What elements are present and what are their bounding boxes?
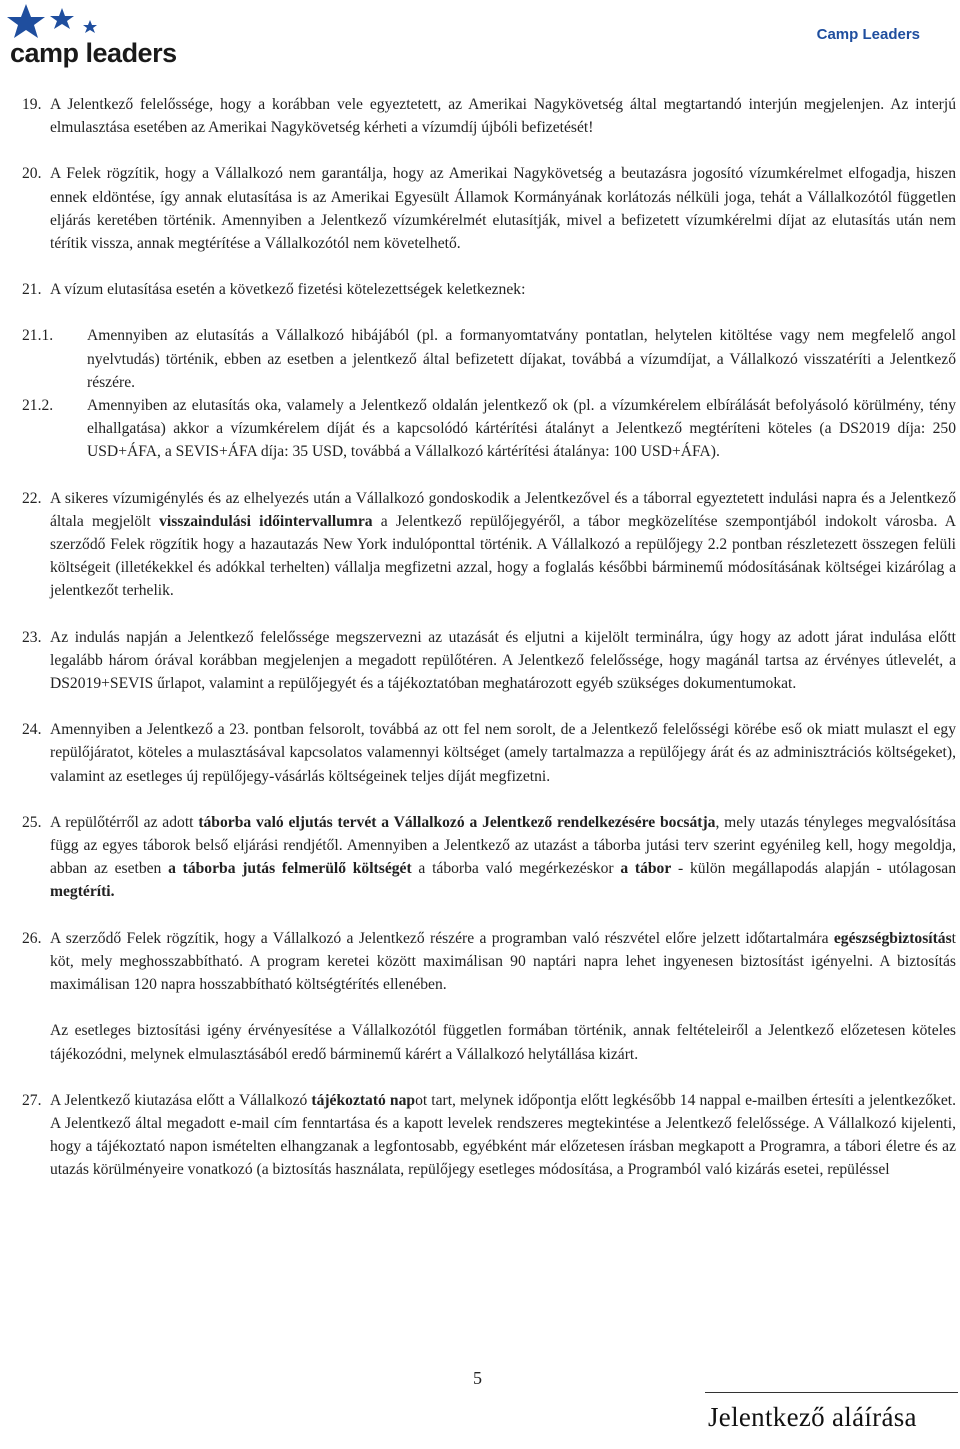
clause-number: 19. bbox=[22, 96, 42, 113]
bold-phrase: egészségbiztosítás bbox=[833, 929, 952, 947]
clause-number: 27. bbox=[22, 1091, 42, 1109]
bold-phrase: visszaindulási időintervallumra bbox=[159, 512, 373, 530]
bold-phrase: tájékoztató nap bbox=[311, 1091, 416, 1109]
clause-number: 20. bbox=[22, 165, 42, 183]
clause-number: 21. bbox=[22, 281, 42, 299]
logo-stars-icon bbox=[4, 2, 154, 42]
clause-21 bbox=[22, 278, 956, 301]
clause-number: 23. bbox=[22, 628, 42, 646]
clause-text: A szerződő Felek rögzítik, hogy a Vállalkozó a Jelentkező részére a programban való részvétel előre jelzett időtartalmára egészségbiztosítást köt, mely meghosszabbítható. A program keretei között maximálisan 90 naptári napra lehet ingyenesen biztosítást igényelni. A biztosítás maximálisan 120 napra hosszabbítható költségtérítés ellenében. bbox=[50, 929, 956, 994]
bold-phrase: táborba való eljutás tervét a Vállalkozó a Jelentkező rendelkezésére bocsátja bbox=[198, 813, 716, 831]
camp-leaders-logo bbox=[4, 2, 177, 68]
clause-23 bbox=[22, 626, 956, 696]
clause-19 bbox=[22, 93, 956, 139]
clause-text: A repülőtérről az adott táborba való eljutás tervét a Vállalkozó a Jelentkező rendelkezésére bocsátja, mely utazás tényleges megvalósítása függ az egyes táborok belső eljárási rendjétől. Amennyiben a Jelentkező az utazást a táborba jutási terv szerint egyénileg kell, hogy megoldja, abban az esetben a táborba jutás felmerülő költségét a táborba való megérkezéskor a tábor - külön megállapodás alapján - utólagosan megtéríti. bbox=[50, 813, 957, 901]
clause-text: A Jelentkező felelőssége, hogy a korábban vele egyeztetett, az Amerikai Nagykövetség által megtartandó interjún megjelenjen. Az interjú elmulasztása esetében az Amerikai Nagykövetség kérheti a vízumdíj újbóli befizetését! bbox=[50, 96, 956, 137]
clause-text: Amennyiben az elutasítás a Vállalkozó hibájából (pl. a formanyomtatvány pontatlan, helytelen kitöltése vagy nem megfelelő angol nyelvtudás) történik, ebben az esetben a jelentkező által befizetett díjakat, továbbá a vízumdíjat, a Vállalkozó visszatéríti a Jelentkező részére. bbox=[87, 327, 956, 391]
clause-text: Amennyiben a Jelentkező a 23. pontban felsorolt, továbbá az ott fel nem sorolt, de a Jelentkező felelősségi körébe eső ok miatt mulaszt el egy repülőjáratot, köteles a mulasztásával kapcsolatos valamennyi költséget (amely tartalmazza a repülőjegy árát és az adminisztrációs költségeket), valamint az esetleges új repülőjegy-vásárlás költségeinek teljes díját megfizetni. bbox=[50, 721, 956, 785]
clause-21-2 bbox=[22, 394, 956, 464]
clause-27 bbox=[22, 1089, 956, 1182]
clause-21-1 bbox=[22, 324, 956, 394]
clause-number: 21.1. bbox=[22, 327, 54, 345]
clause-25 bbox=[22, 811, 956, 904]
clause-text: Az indulás napján a Jelentkező felelőssége megszervezni az utazását és eljutni a kijelölt terminálra, úgy hogy az adott járat indulása előtt legalább három órával korábban megjelenjen a megadott repülőtéren. A Jelentkező felelőssége, hogy magánál tartsa az érvényes útlevelét, a DS2019+SEVIS űrlapot, valamint a repülőjegyét és a tájékoztatóban meghatározott egyéb szükséges dokumentumokat. bbox=[50, 628, 956, 693]
clause-text: A sikeres vízumigénylés és az elhelyezés után a Vállalkozó gondoskodik a Jelentkezővel és a táborral egyeztetett indulási napra és a Jelentkező általa megjelölt visszaindulási időintervallumra a Jelentkező repülőjegyéről, a tábor megközelítése szempontjából indokolt városba. A szerződő Felek rögzítik hogy a hazautazás New York indulóponttal történik. A Vállalkozó a repülőjegy 2.2 pontban részletezett összegen felüli költségeit (illetékekkel és adókkal terhelten) vállalja megfizetni azzal, hogy a foglalás későbbi bárminemű módosításának költségei kizárólag a jelentkezőt terhelik. bbox=[50, 489, 956, 600]
clause-24 bbox=[22, 718, 956, 788]
clause-text: A Felek rögzítik, hogy a Vállalkozó nem garantálja, hogy az Amerikai Nagykövetség a beutazásra jogosító vízumkérelmet elfogadja, hiszen ennek eldöntése, így annak elutasítása is az Amerikai Egyesült Államok Kormányának korlátozás nélküli joga, tehát a Vállalkozótól független eljárás keretében történik. Amennyiben a Jelentkező vízumkérelmét elutasítják, mivel a befizetett vízumkérelmi díjat az elutasítás után nem térítik vissza, annak megtérítése a Vállalkozótól nem követelhető. bbox=[50, 165, 956, 253]
clause-text: A Jelentkező kiutazása előtt a Vállalkozó tájékoztató napot tart, melynek időpontja előtt legkésőbb 14 nappal e-mailben értesíti a jelentkezőket. A Jelentkező által megadott e-mail cím fenntartása és a kapott levelek rendszeres megtekintése a Jelentkező felelőssége. A Vállalkozó kijelenti, hogy a tájékoztató napon ismételten elhangzanak a legfontosabb, egyébként már előzetesen írásban megkapott a Programra, a tábori életre és az utazás körülményeire vonatkozó (a biztosítás használata, repülőjegy esetleges módosítása, a Programból való kizárás esetei, repüléssel bbox=[50, 1091, 956, 1179]
bold-phrase: a tábor bbox=[620, 860, 672, 878]
signature-label: Jelentkező aláírása bbox=[708, 1402, 917, 1432]
clause-number: 26. bbox=[22, 929, 42, 947]
clause-number: 22. bbox=[22, 489, 42, 507]
clause-22 bbox=[22, 487, 956, 603]
clause-26 bbox=[22, 927, 956, 1066]
logo-text: camp leaders bbox=[10, 38, 177, 68]
signature-line bbox=[705, 1392, 958, 1393]
clause-number: 24. bbox=[22, 721, 42, 739]
brand-name: Camp Leaders bbox=[816, 26, 920, 43]
clause-number: 21.2. bbox=[22, 397, 54, 415]
clause-text: Amennyiben az elutasítás oka, valamely a Jelentkező oldalán jelentkező ok (pl. a vízumkérelem elbírálását befolyásoló körülmény, tény elhallgatása) akkor a vízumkérelem díját és a kapcsolódó kártérítési átalányt a Jelentkező megtéríteni köteles (a DS2019 díja: 250 USD+ÁFA, a SEVIS+ÁFA díja: 35 USD, továbbá a Vállalkozó kártérítési átalánya: 100 USD+ÁFA). bbox=[87, 397, 956, 461]
clause-text-paragraph-2: Az esetleges biztosítási igény érvényesítése a Vállalkozótól független formában történik, annak feltételeiről a Jelentkező előzetesen köteles tájékozódni, melynek elmulasztásából eredő bárminemű kárért a Vállalkozó helytállása kizárt. bbox=[50, 1022, 956, 1063]
bold-phrase: megtéríti. bbox=[50, 883, 115, 901]
document-body bbox=[22, 93, 956, 1182]
page-header bbox=[0, 0, 960, 72]
clause-20 bbox=[22, 162, 956, 255]
bold-phrase: a táborba jutás felmerülő költségét bbox=[168, 860, 412, 878]
clause-text: A vízum elutasítása esetén a következő fizetési kötelezettségek keletkeznek: bbox=[50, 281, 526, 299]
page-number: 5 bbox=[473, 1368, 482, 1388]
clause-number: 25. bbox=[22, 813, 42, 831]
